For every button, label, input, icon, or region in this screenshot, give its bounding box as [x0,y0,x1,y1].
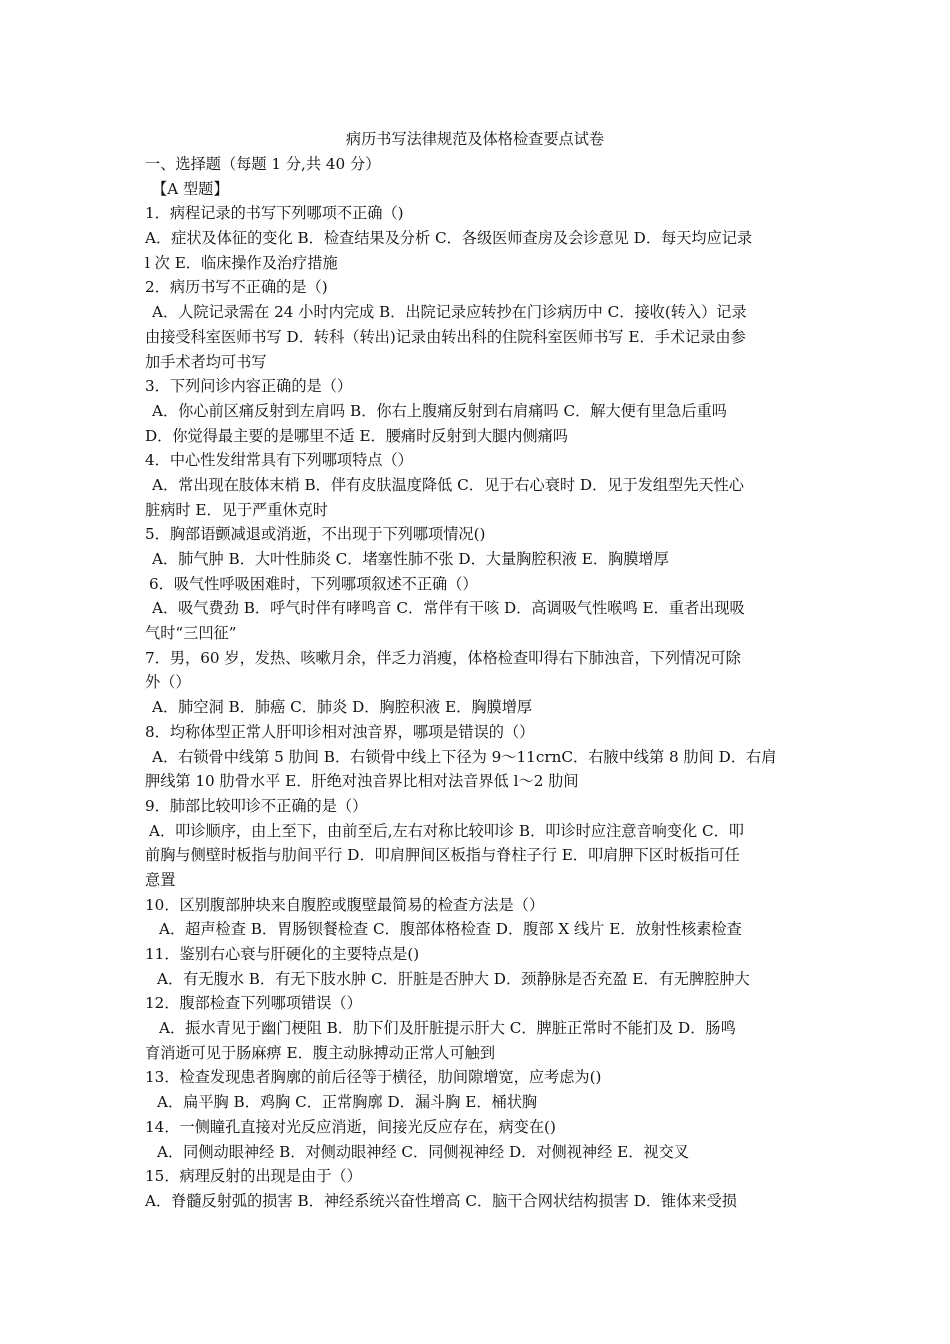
text-line: A．脊髓反射弧的损害 B．神经系统兴奋性增高 C．脑干合网状结构损害 D．锥体来受损 [145,1191,737,1210]
text-line: 13．检查发现患者胸廓的前后径等于横径，肋间隙增宽，应考虑为() [145,1068,602,1087]
text-line: 15．病理反射的出现是由于（） [145,1167,362,1186]
text-line: A．症状及体征的变化 B．检查结果及分析 C．各级医师查房及会诊意见 D．每天均应记录 [145,229,753,248]
text-line: 意置 [145,870,176,889]
text-line: A．常出现在肢体末梢 B．伴有皮肤温度降低 C．见于右心衰时 D．见于发组型先天性心 [152,475,744,494]
text-line: A．吸气费劲 B．呼气时伴有哮鸣音 C．常伴有干咳 D．高调吸气性喉鸣 E．重者出现吸 [152,599,745,618]
text-line: 外（） [145,673,191,692]
text-line: 2．病历书写不正确的是（) [145,278,328,297]
text-line: 10．区别腹部肿块来自腹腔或腹壁最简易的检查方法是（） [145,895,545,914]
text-line: 脏病时 E．见于严重休克时 [145,500,328,519]
text-line: A．超声检查 B．胃肠钡餐检查 C．腹部体格检查 D．腹部 X 线片 E．放射性核素检查 [159,920,742,939]
text-line: 一、选择题（每题 1 分,共 40 分） [145,155,381,173]
text-line: A．同侧动眼神经 B．对侧动眼神经 C．同侧视神经 D．对侧视神经 E．视交叉 [157,1142,689,1161]
text-line: A．叩诊顺序，由上至下，由前至后,左右对称比较叩诊 B．叩诊时应注意音响变化 C．叩 [149,821,744,840]
text-line: 9．肺部比较叩诊不正确的是（） [145,796,368,815]
text-line: 气时“三凹征” [145,624,237,643]
text-line: 胛线第 10 肋骨水平 E．肝绝对浊音界比相对法音界低 l～2 肋间 [145,772,579,791]
text-line: A．扁平胸 B．鸡胸 C．正常胸廓 D．漏斗胸 E．桶状胸 [157,1093,538,1112]
text-line: A．肺气肿 B．大叶性肺炎 C．堵塞性肺不张 D．大量胸腔积液 E．胸膜增厚 [152,550,669,568]
text-line: 育消逝可见于肠麻痹 E．腹主动脉搏动正常人可触到 [145,1043,496,1062]
text-line: A．有无腹水 B．有无下肢水肿 C．肝脏是否肿大 D．颈静脉是否充盈 E．有无脾腔肿大 [157,969,750,988]
text-line: 3．下列问诊内容正确的是（） [145,377,353,396]
text-line: 5．胸部语颤减退或消逝，不出现于下列哪项情况() [145,525,486,544]
text-line: 6．吸气性呼吸困难时，下列哪项叙述不正确（） [149,574,478,593]
text-line: 14．一侧瞳孔直接对光反应消逝，间接光反应存在，病变在() [145,1117,556,1136]
text-line: 4．中心性发绀常具有下列哪项特点（） [145,451,413,470]
text-line: 11．鉴别右心衰与肝硬化的主要特点是() [145,945,420,963]
text-line: A．肺空洞 B．肺癌 C．肺炎 D．胸腔积液 E．胸膜增厚 [152,698,533,717]
text-line: 前胸与侧壁时板指与肋间平行 D．叩肩胛间区板指与脊柱子行 E．叩肩胛下区时板指可任 [145,846,740,865]
text-line: 加手术者均可书写 [145,352,267,371]
text-line: A．振水青见于幽门梗阻 B．肋下们及肝脏提示肝大 C．脾脏正常时不能扪及 D．肠鸣 [159,1019,736,1038]
text-line: A．你心前区痛反射到左肩吗 B．你右上腹痛反射到右肩痛吗 C．解大便有里急后重吗 [152,401,727,420]
text-line: 12．腹部检查下列哪项错误（） [145,994,362,1013]
document-body [145,152,810,1214]
text-line: A．右锁骨中线第 5 肋间 B．右锁骨中线上下径为 9～11crnC．右腋中线第 8 肋间 D．右肩 [152,747,777,766]
text-line: 由接受科室医师书写 D．转科（转出)记录由转出科的住院科室医师书写 E．手术记录由参 [145,327,746,346]
document-title: 病历书写法律规范及体格检查要点试卷 [345,130,605,148]
text-line: 1．病程记录的书写下列哪项不正确（) [145,204,404,223]
text-line: l 次 E．临床操作及治疗措施 [145,253,338,272]
text-line: 8．均称体型正常人肝叩诊相对浊音界，哪项是错误的（） [145,722,535,741]
text-line: A．人院记录需在 24 小时内完成 B．出院记录应转抄在门诊病历中 C．接收(转入）记录 [152,303,747,322]
text-line: D．你觉得最主要的是哪里不适 E．腰痛时反射到大腿内侧痛吗 [145,426,568,445]
text-line: 7．男，60 岁，发热、咳嗽月余，伴乏力消瘦，体格检查叩得右下肺浊音，下列情况可除 [145,648,741,667]
text-line: 【A 型题】 [152,179,229,198]
